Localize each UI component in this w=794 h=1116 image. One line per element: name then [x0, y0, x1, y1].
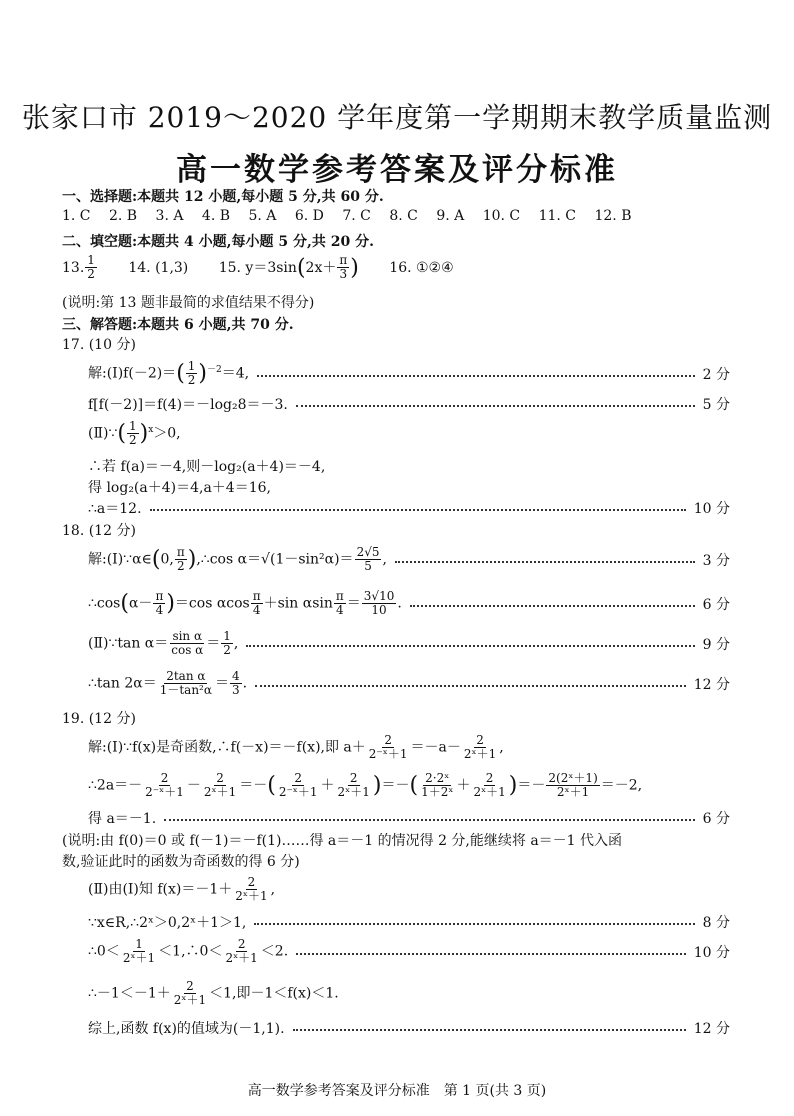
score: 10 分 [693, 501, 730, 517]
q17-line-2: f[f(－2)]＝f(4)＝－log₂8＝－3. 5 分 [88, 394, 730, 414]
q19-line-1: 解:(Ⅰ)∵f(x)是奇函数,∴f(－x)＝－f(x),即 a＋ $\frac{2}{\text{2⁻ˣ＋1}}$ ＝－a－ $\frac{2}{\text{2ˣ＋1}}$ , [88, 733, 504, 761]
answer-15: 15. y＝3sin(2x＋ $\frac{\pi}{3}$ ) [218, 253, 359, 281]
q19-number: 19. (12 分) [62, 711, 136, 727]
answer-6: 6. D [294, 208, 324, 224]
q17-number: 17. (10 分) [62, 337, 136, 353]
answer-16: 16. ①②④ [389, 259, 454, 276]
answer-11: 11. C [538, 208, 577, 224]
q17-line-3: (Ⅱ)∵( $\frac{1}{2}$ )$^x$＞0, [88, 419, 181, 447]
score: 2 分 [702, 366, 730, 383]
answer-13: 13. $\frac{1}{2}$ [62, 253, 95, 281]
q18-line-3: (Ⅱ)∵tan α＝ $\frac{\text{sin α}}{\text{cos α}}$ ＝ $\frac{1}{2}$ , 9 分 [88, 629, 730, 657]
page-footer: 高一数学参考答案及评分标准 第 1 页(共 3 页) [247, 1083, 547, 1099]
q19-line-4: (Ⅱ)由(Ⅰ)知 f(x)＝－1＋ $\frac{2}{\text{2ˣ＋1}}$ , [88, 875, 276, 903]
section-2-heading: 二、填空题:本题共 4 小题,每小题 5 分,共 20 分. [62, 234, 374, 250]
q19-note-1: (说明:由 f(0)＝0 或 f(－1)＝－f(1)……得 a＝－1 的情况得 2 分,能继续将 a＝－1 代入函 [62, 833, 623, 849]
q19-line-5: ∵x∈R,∴2ˣ＞0,2ˣ＋1＞1, 8 分 [88, 912, 730, 932]
q17-line-1: 解:(Ⅰ)f(－2)＝( $\frac{1}{2}$ )$^{-2}$＝4, 2 分 [88, 359, 730, 387]
score: 6 分 [702, 596, 730, 613]
section-3-heading: 三、解答题:本题共 6 小题,共 70 分. [62, 317, 294, 333]
answer-10: 10. C [482, 208, 521, 224]
score: 6 分 [702, 811, 730, 827]
answer-12: 12. B [594, 208, 632, 224]
answer-14: 14. (1,3) [128, 259, 189, 276]
answer-2: 2. B [108, 208, 138, 224]
score: 12 分 [693, 676, 730, 693]
q19-line-7: ∴－1＜－1＋ $\frac{2}{\text{2ˣ＋1}}$ ＜1,即－1＜f(x)＜1. [88, 979, 339, 1007]
score: 8 分 [702, 915, 730, 931]
doc-title: 张家口市 2019～2020 学年度第一学期期末教学质量监测 [21, 101, 773, 134]
q18-line-1: 解:(Ⅰ)∵α∈(0, $\frac{\pi}{2}$ ),∴cos α＝√(1－sin²α)＝ $\frac{2√5}{5}$ , 3 分 [88, 545, 730, 573]
q18-line-2: ∴cos(α－ $\frac{\pi}{4}$ )＝cos αcos $\frac{\pi}{4}$ ＋sin αsin $\frac{\pi}{4}$ ＝ $\frac{3√10}{10}$ . 6 分 [88, 589, 730, 617]
answer-8: 8. C [389, 208, 418, 224]
section-1-heading: 一、选择题:本题共 12 小题,每小题 5 分,共 60 分. [62, 189, 384, 205]
score: 3 分 [702, 552, 730, 569]
doc-subtitle: 高一数学参考答案及评分标准 [176, 152, 618, 188]
q19-line-6: ∴0＜ $\frac{1}{\text{2ˣ＋1}}$ ＜1,∴0＜ $\frac{2}{\text{2ˣ＋1}}$ ＜2. 10 分 [88, 937, 730, 965]
choice-answers [62, 208, 730, 224]
q19-line-8: 综上,函数 f(x)的值域为(－1,1). 12 分 [88, 1018, 730, 1038]
answer-7: 7. C [342, 208, 371, 224]
section-2-note: (说明:第 13 题非最简的求值结果不得分) [62, 295, 315, 311]
answer-4: 4. B [201, 208, 231, 224]
q19-note-2: 数,验证此时的函数为奇函数的得 6 分) [62, 854, 300, 870]
answer-1: 1. C [62, 208, 91, 224]
q19-line-2: ∴2a＝－ $\frac{2}{\text{2⁻ˣ＋1}}$ － $\frac{2}{\text{2ˣ＋1}}$ ＝－( $\frac{2}{\text{2⁻ˣ＋1}}$ ＋ $\frac{2}{\text{2ˣ＋1}}$ )＝－( $\frac{\text{2·2ˣ}}{\text{1＋2ˣ}}$ ＋ $\frac{2}{\text{2ˣ＋1}}$ )＝－ $\frac{\text{2(2ˣ＋1)}}{\text{2ˣ＋1}}$ ＝－2, [88, 771, 643, 799]
answer-3: 3. A [155, 208, 184, 224]
answer-9: 9. A [436, 208, 465, 224]
answer-5: 5. A [248, 208, 277, 224]
score: 9 分 [702, 636, 730, 653]
q17-line-6: ∴a＝12. 10 分 [88, 498, 730, 518]
fill-answers [62, 254, 730, 281]
score: 5 分 [702, 397, 730, 413]
q17-line-5: 得 log₂(a＋4)＝4,a＋4＝16, [88, 480, 271, 496]
q19-line-3: 得 a＝－1. 6 分 [88, 808, 730, 828]
q17-line-4: ∴若 f(a)＝－4,则－log₂(a＋4)＝－4, [88, 459, 326, 475]
q18-number: 18. (12 分) [62, 523, 136, 539]
score: 10 分 [693, 944, 730, 961]
score: 12 分 [693, 1021, 730, 1037]
q18-line-4: ∴tan 2α＝ $\frac{\text{2tan α}}{\text{1－tan²α}}$ ＝ $\frac{4}{3}$ . 12 分 [88, 669, 730, 697]
